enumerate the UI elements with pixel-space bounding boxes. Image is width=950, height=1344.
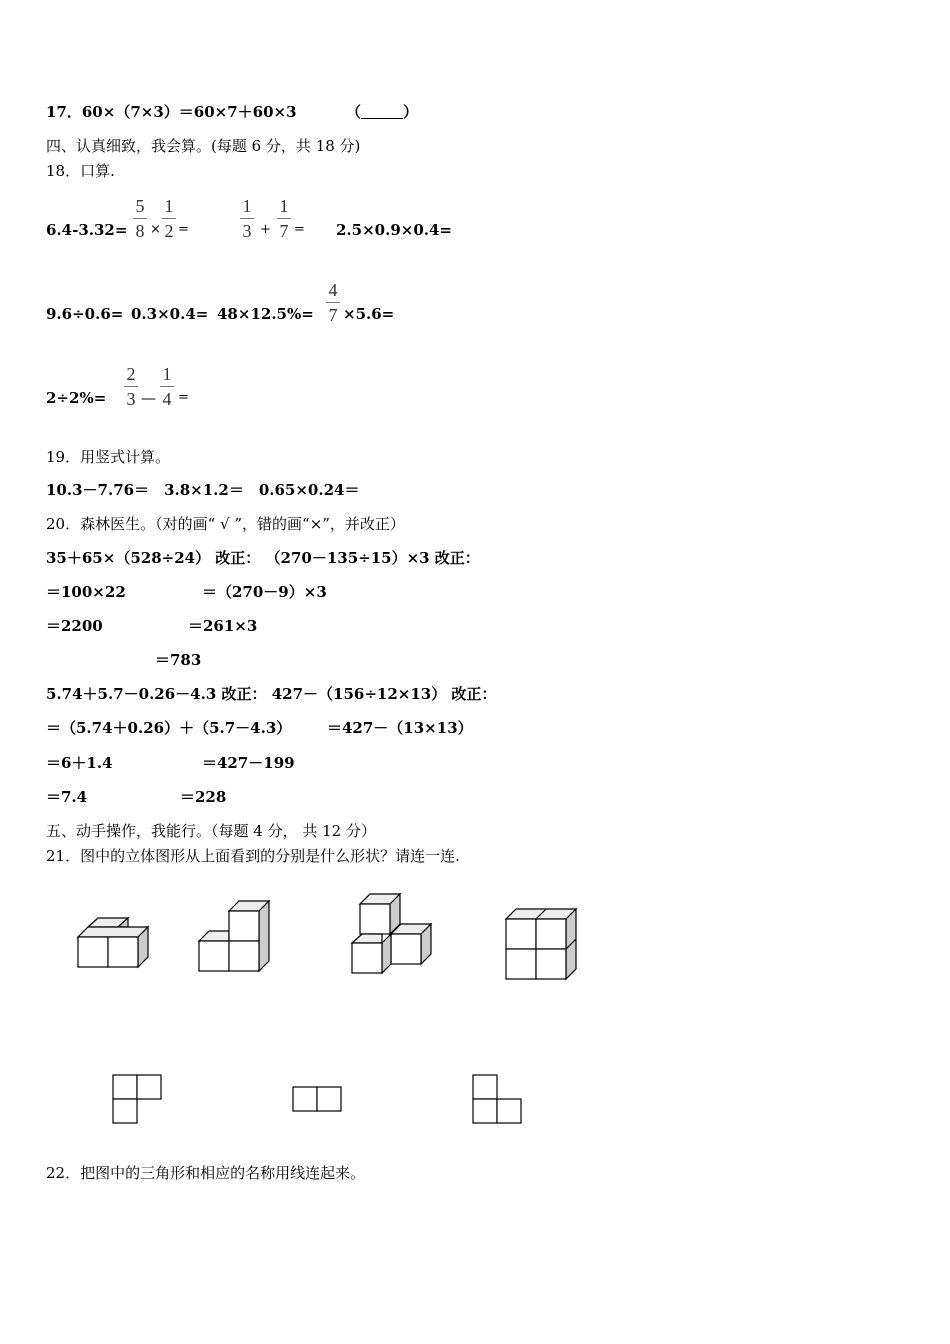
calc-x5.6: ×5.6= [343, 305, 395, 323]
q17-text: 17．60×（7×3）＝60×7＋60×3 [46, 103, 297, 121]
equals-sign: = [178, 222, 189, 237]
q20-step-c1: ＝（5.74＋0.26）＋（5.7－4.3） [46, 719, 292, 737]
calc-0.3x0.4: 0.3×0.4= [131, 305, 209, 323]
calc-9.6÷0.6: 9.6÷0.6= [46, 305, 124, 323]
fraction-2-3: 2 3 [123, 364, 139, 409]
q20-step-c3: ＝7.4 [46, 788, 88, 806]
top-view-3[interactable] [473, 1075, 521, 1123]
q20-step-a2: ＝2200 [46, 617, 103, 635]
section5-title: 五、动手操作，我能行。（每题 4 分， 共 12 分） [46, 822, 376, 840]
q20-line1: 35＋65×（528÷24） 改正： （270－135÷15）×3 改正： [46, 549, 480, 567]
plus-sign: + [260, 222, 271, 237]
fraction-1-3: 1 3 [239, 196, 255, 241]
calc-2.5x0.9x0.4: 2.5×0.9×0.4= [336, 221, 452, 239]
solid-1 [78, 918, 148, 967]
fraction-5-8: 5 8 [132, 196, 148, 241]
q20-line5: 5.74＋5.7－0.26－4.3 改正： 427－（156÷12×13） 改正： [46, 685, 497, 703]
q20-label: 20．森林医生。（对的画“ √ ”，错的画“×”，并改正） [46, 515, 405, 533]
calc-6.4-3.32: 6.4-3.32= [46, 221, 128, 239]
q21-label: 21．图中的立体图形从上面看到的分别是什么形状？请连一连. [46, 847, 460, 865]
q22-label: 22．把图中的三角形和相应的名称用线连起来。 [46, 1164, 366, 1182]
times-sign: × [150, 222, 161, 237]
equals-sign: = [294, 222, 305, 237]
calc-48x12.5%: 48×12.5%= [217, 305, 314, 323]
calc-2÷2%: 2÷2%= [46, 389, 107, 407]
solid-4 [506, 909, 576, 979]
q19-label: 19．用竖式计算。 [46, 448, 171, 466]
solid-3 [352, 894, 431, 973]
q20-step-d3: ＝228 [180, 788, 227, 806]
minus-sign: — [141, 389, 156, 407]
q19-items: 10.3－7.76＝ 3.8×1.2＝ 0.65×0.24＝ [46, 481, 360, 499]
fraction-1-2: 1 2 [161, 196, 177, 241]
fraction-4-7: 4 7 [325, 280, 341, 325]
section4-title: 四、认真细致，我会算。(每题 6 分，共 18 分) [46, 137, 361, 155]
q20-step-d1: ＝427－（13×13） [327, 719, 473, 737]
fraction-1-4: 1 4 [159, 364, 175, 409]
q20-step-d2: ＝427－199 [202, 754, 295, 772]
q17-answer: （ ） [346, 103, 419, 121]
equals-sign: = [178, 390, 189, 405]
top-view-2[interactable] [293, 1087, 341, 1111]
top-view-1[interactable] [113, 1075, 161, 1123]
q18-label: 18．口算. [46, 162, 115, 180]
q20-step-b1: ＝（270－9）×3 [202, 583, 327, 601]
solid-2 [199, 901, 269, 971]
fraction-1-7: 1 7 [276, 196, 292, 241]
q20-step-b2: ＝261×3 [188, 617, 258, 635]
q20-step-a1: ＝100×22 [46, 583, 126, 601]
q20-step-b3: ＝783 [155, 651, 202, 669]
q20-step-c2: ＝6＋1.4 [46, 754, 113, 772]
